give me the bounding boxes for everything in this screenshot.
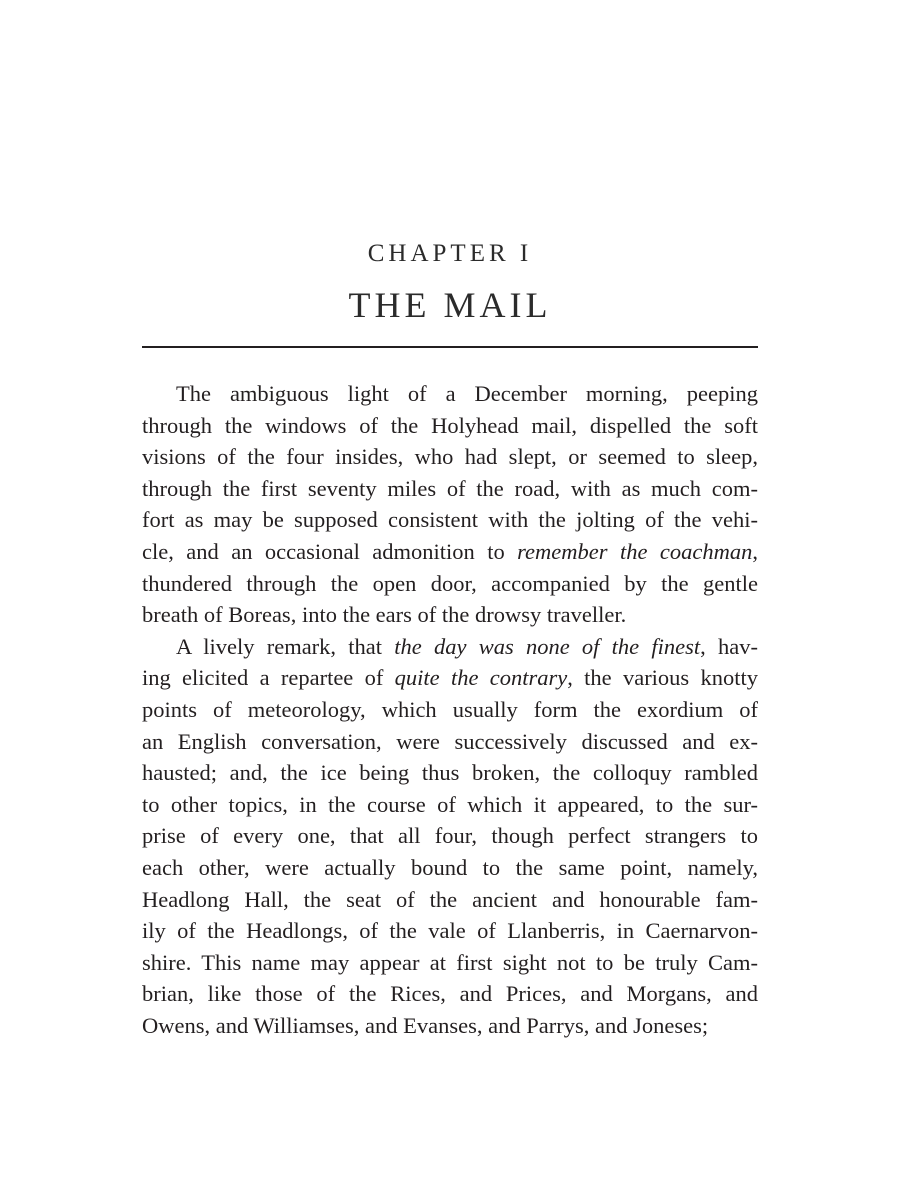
text-run: , the various knotty (567, 665, 758, 691)
text-line (142, 820, 758, 852)
text-run: points of meteorology, which usually form the exordium of (142, 696, 758, 722)
text-line (142, 978, 758, 1010)
text-run: A lively remark, that (176, 633, 395, 659)
italic-phrase: remember the coachman (517, 538, 753, 564)
text-run: cle, and an occasional admonition to (142, 538, 518, 564)
text-line (142, 410, 758, 442)
text-line (142, 789, 758, 821)
text-run: The ambiguous light of a December morning, peeping (176, 381, 758, 406)
text-line (142, 915, 758, 947)
text-run: thundered through the open door, accompanied by the gentle (142, 570, 758, 596)
italic-phrase: the day was none of the finest (394, 633, 701, 659)
text-line (142, 473, 758, 505)
body-text (142, 378, 758, 1041)
chapter-number: CHAPTER I (367, 240, 533, 267)
text-run: visions of the four insides, who had slept, or seemed to sleep, (142, 444, 758, 470)
text-line (142, 599, 758, 631)
text-run: through the windows of the Holyhead mail, dispelled the soft (142, 412, 758, 438)
text-run: , (752, 538, 758, 564)
chapter-rule (142, 346, 758, 348)
text-line (142, 631, 758, 663)
italic-phrase: quite the contrary (394, 665, 568, 691)
text-line (142, 504, 758, 536)
text-run: fort as may be supposed consistent with the jolting of the vehi- (142, 507, 758, 533)
text-run: through the first seventy miles of the road, with as much com- (142, 475, 758, 501)
text-line (142, 1010, 758, 1042)
text-line (142, 852, 758, 884)
text-run: breath of Boreas, into the ears of the drowsy traveller. (142, 602, 627, 628)
text-run: shire. This name may appear at first sight not to be truly Cam- (142, 949, 758, 975)
text-run: prise of every one, that all four, though perfect strangers to (142, 823, 758, 849)
paragraph (142, 631, 758, 1042)
text-run: Headlong Hall, the seat of the ancient and honourable fam- (142, 886, 758, 912)
text-line (142, 884, 758, 916)
text-run: brian, like those of the Rices, and Prices, and Morgans, and (142, 981, 758, 1007)
text-run: ing elicited a repartee of (142, 665, 395, 691)
text-line (142, 662, 758, 694)
text-line (142, 694, 758, 726)
text-line (142, 947, 758, 979)
text-line (142, 726, 758, 758)
text-run: hausted; and, the ice being thus broken, the colloquy rambled (142, 760, 758, 786)
text-run: to other topics, in the course of which it appeared, to the sur- (142, 791, 758, 817)
text-run: , hav- (700, 633, 758, 659)
chapter-title: THE MAIL (348, 285, 552, 325)
text-run: an English conversation, were successively discussed and ex- (142, 728, 758, 754)
text-line (142, 757, 758, 789)
text-run: Owens, and Williamses, and Evanses, and Parrys, and Joneses; (142, 1012, 709, 1038)
text-line (142, 441, 758, 473)
text-line (142, 536, 758, 568)
text-line (142, 378, 758, 410)
text-line (142, 568, 758, 600)
paragraph (142, 378, 758, 631)
text-run: ily of the Headlongs, of the vale of Llanberris, in Caernarvon- (142, 918, 758, 944)
text-run: each other, were actually bound to the same point, namely, (142, 854, 758, 880)
